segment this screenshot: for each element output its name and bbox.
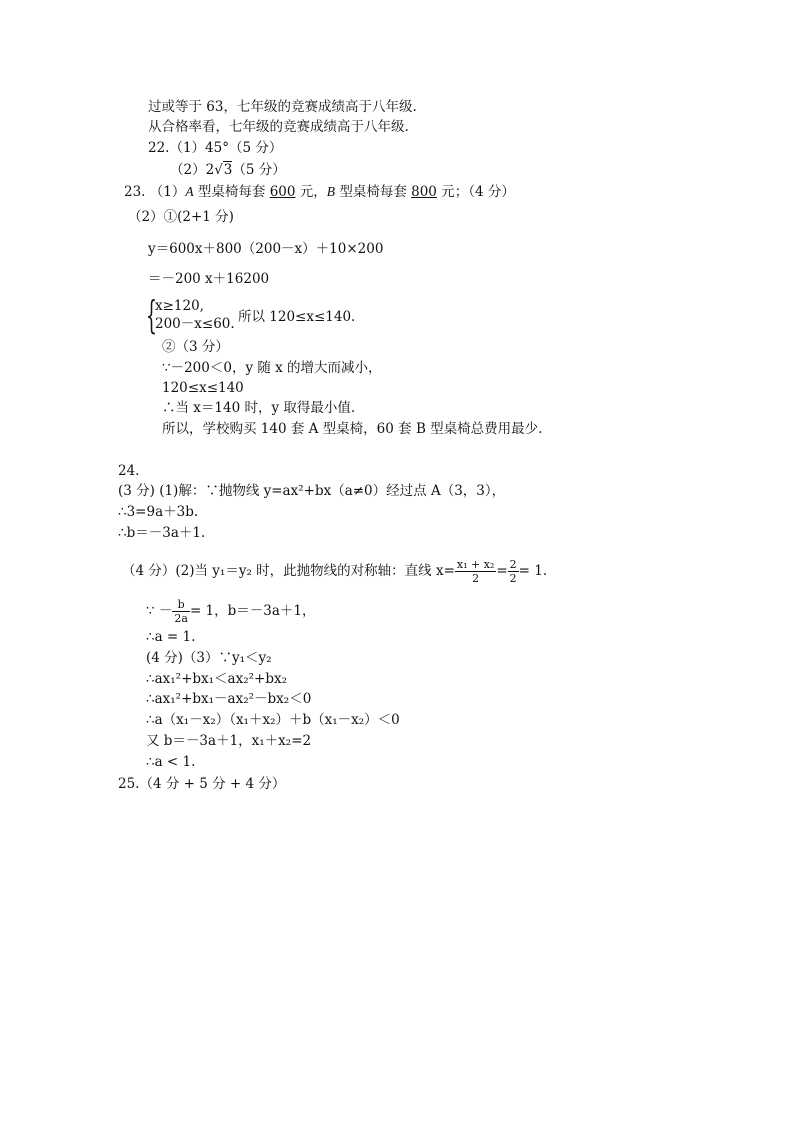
q22-part2 <box>170 161 286 179</box>
text-segment: ∵ － <box>146 603 173 619</box>
answer-value: 800 <box>411 184 437 200</box>
text-line: 120≤x≤140 <box>162 380 244 396</box>
fraction <box>508 558 519 585</box>
q24-part2 <box>122 558 547 585</box>
q25-heading: 25.（4 分 + 5 分 + 4 分） <box>118 776 286 792</box>
text-segment: 型桌椅每套 <box>193 184 270 200</box>
text-line: (3 分) (1)解：∵抛物线 y=ax²+bx（a≠0）经过点 A（3，3）， <box>118 483 506 499</box>
text-segment: = 1，b＝－3a＋1， <box>189 603 316 619</box>
fraction <box>455 558 496 585</box>
text-segment: （2）2 <box>170 162 215 178</box>
q23-part2: （2）①(2+1 分) <box>128 209 234 225</box>
fraction-denominator: 2 <box>472 572 480 585</box>
inequality-line: x≥120, <box>155 298 204 314</box>
text-line: ∴a = 1. <box>146 629 196 645</box>
text-line: ②（3 分） <box>162 339 229 355</box>
text-line: ∴a < 1. <box>146 754 196 770</box>
text-line: ∴a（x₁－x₂）（x₁＋x₂）＋b（x₁－x₂）＜0 <box>146 712 400 728</box>
system-brace: { <box>146 293 157 337</box>
text-line: 从合格率看，七年级的竞赛成绩高于八年级. <box>148 119 409 135</box>
text-line: ∴b＝－3a＋1. <box>118 525 206 541</box>
inequality-line: 200－x≤60. <box>155 316 235 332</box>
text-segment: 元， <box>295 184 327 200</box>
fraction-numerator: b <box>172 598 190 612</box>
text-line: ∵－200＜0，y 随 x 的增大而减小， <box>162 360 382 376</box>
answer-value: 600 <box>269 184 296 200</box>
equation-line: y＝600x＋800（200－x）＋10×200 <box>148 241 384 257</box>
text-segment: （5 分） <box>232 162 286 178</box>
fraction-denominator: 2a <box>174 612 188 625</box>
equation-line: ＝－200 x＋16200 <box>148 271 270 287</box>
inequality-result: 所以 120≤x≤140. <box>238 309 356 325</box>
q23-part1 <box>124 183 515 201</box>
q24-heading: 24. <box>118 463 140 479</box>
text-line: 过或等于 63，七年级的竞赛成绩高于八年级. <box>148 99 417 115</box>
fraction-numerator: 2 <box>509 558 517 571</box>
equation-line <box>146 598 316 625</box>
sqrt-radicand: 3 <box>223 162 233 178</box>
variable: B <box>326 184 336 199</box>
fraction-denominator: 2 <box>509 572 517 585</box>
text-line: 所以，学校购买 140 套 A 型桌椅，60 套 B 型桌椅总费用最少. <box>162 421 543 437</box>
text-segment: = 1. <box>518 563 548 579</box>
fraction <box>172 598 190 625</box>
fraction-numerator: x₁ + x₂ <box>456 558 495 571</box>
text-segment: = <box>496 563 508 579</box>
q22-part1: 22.（1）45°（5 分） <box>148 140 283 156</box>
text-segment: （4 分）(2)当 y₁＝y₂ 时，此抛物线的对称轴：直线 x= <box>122 563 455 579</box>
text-line: ∴ax₁²+bx₁－ax₂²－bx₂＜0 <box>146 691 312 707</box>
text-line: 又 b＝－3a＋1，x₁＋x₂=2 <box>146 733 312 749</box>
text-line: (4 分)（3）∵y₁＜y₂ <box>146 650 272 666</box>
text-line: ∴ax₁²+bx₁＜ax₂²+bx₂ <box>146 671 288 687</box>
text-line: ∴3=9a＋3b. <box>118 504 199 520</box>
text-line: ∴当 x＝140 时，y 取得最小值. <box>162 400 356 416</box>
variable: A <box>185 184 194 199</box>
text-segment: 元；（4 分） <box>436 184 515 200</box>
text-segment: 型桌椅每套 <box>335 184 412 200</box>
text-segment: 23. （1） <box>124 184 186 200</box>
sqrt-symbol: √ <box>214 162 223 178</box>
